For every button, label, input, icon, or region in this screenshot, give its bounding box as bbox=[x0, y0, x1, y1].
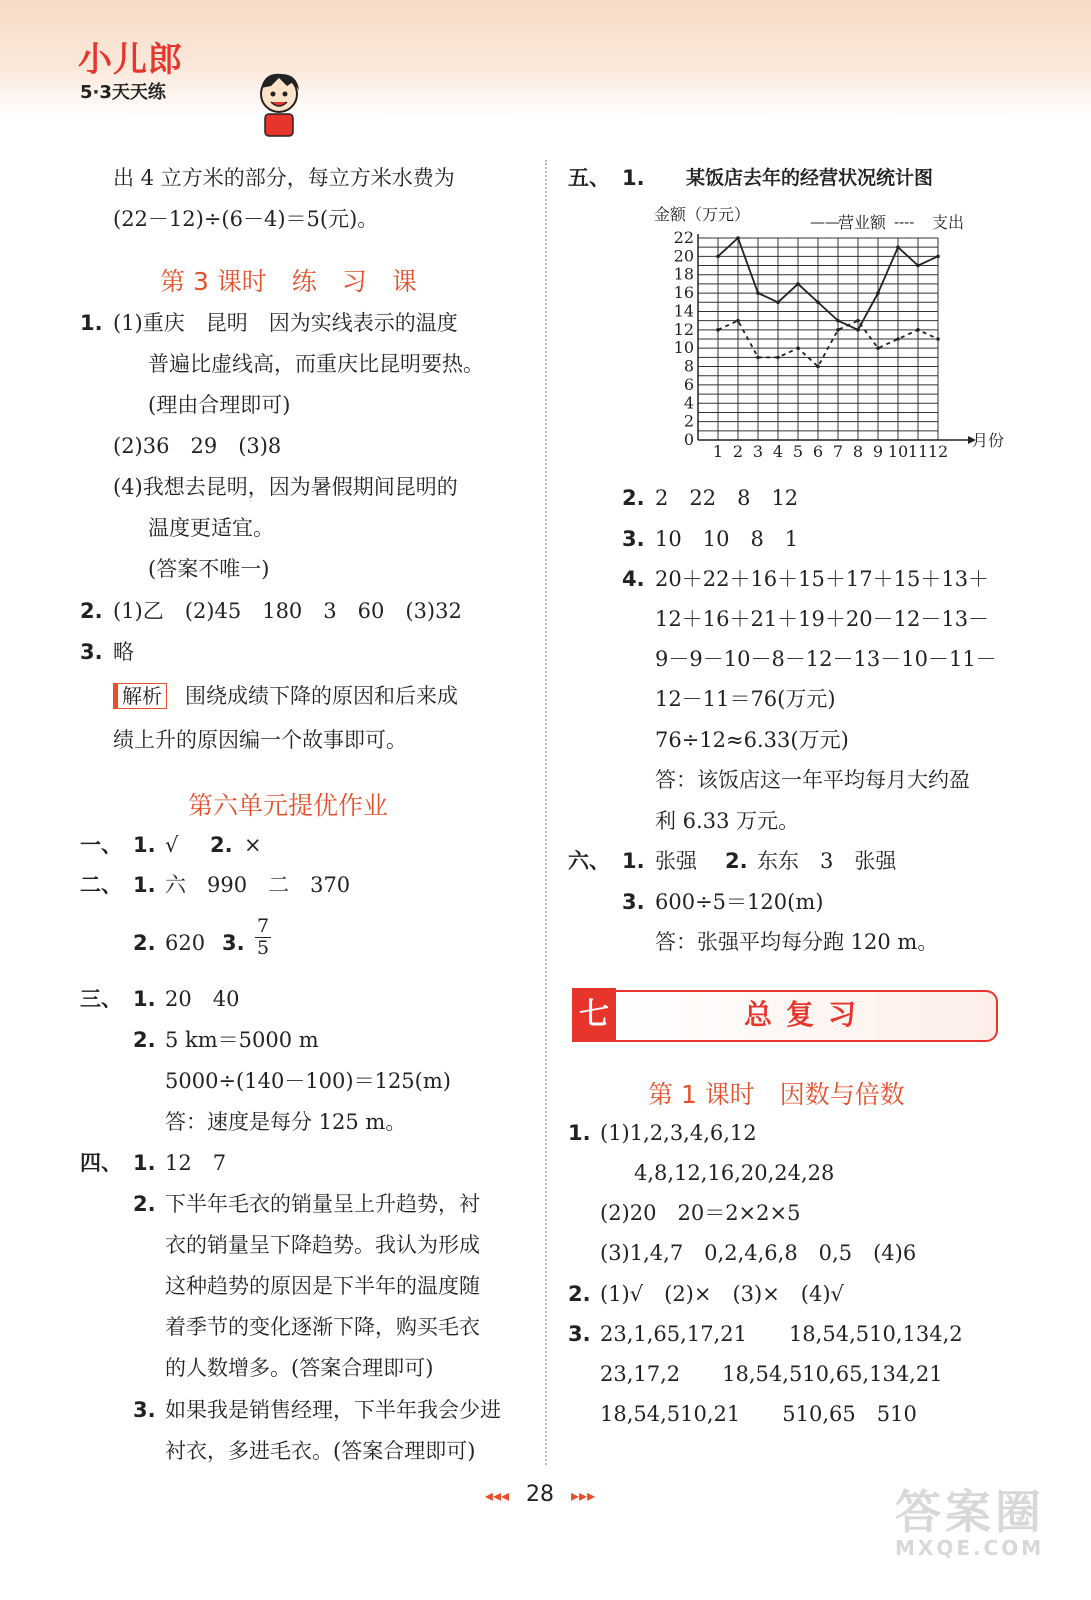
s2-q2-number: 2. bbox=[133, 931, 156, 955]
logo bbox=[70, 30, 270, 110]
chart-x-label: 月份 bbox=[972, 431, 1005, 450]
y-tick-label: 18 bbox=[673, 264, 694, 284]
s5-q4-line4: 12－11＝76(万元) bbox=[655, 687, 836, 711]
q1-part4-line2: 温度更适宜。 bbox=[148, 516, 274, 540]
s2-q2-answer: 620 bbox=[165, 931, 206, 955]
q3-number: 3. bbox=[80, 640, 103, 664]
y-tick-label: 8 bbox=[683, 356, 694, 376]
q1-number: 1. bbox=[80, 311, 103, 335]
s6-q3-line1: 600÷5＝120(m) bbox=[655, 890, 824, 914]
r3-line2: 23,17,2 18,54,510,65,134,21 bbox=[600, 1362, 943, 1386]
s6-q1-answer: 张强 bbox=[655, 849, 697, 873]
data-point bbox=[736, 319, 740, 323]
s5-q2-number: 2. bbox=[622, 486, 645, 510]
column-divider bbox=[545, 160, 547, 1465]
lesson3-title: 第 3 课时 练 习 课 bbox=[160, 267, 417, 296]
y-tick-label: 0 bbox=[683, 430, 694, 449]
y-tick-label: 12 bbox=[673, 319, 694, 339]
data-point bbox=[756, 291, 760, 295]
legend-solid-mark: —— bbox=[810, 213, 840, 231]
s3-label: 三、 bbox=[80, 987, 122, 1011]
s1-q1-number: 1. bbox=[133, 833, 156, 857]
x-tick-label: 12 bbox=[927, 442, 949, 461]
s6-q2-answer: 东东 3 张强 bbox=[757, 849, 897, 873]
s1-q1-answer: √ bbox=[165, 833, 179, 857]
s3-q2-line3: 答：速度是每分 125 m。 bbox=[165, 1110, 407, 1134]
chapter-title: 总复习 bbox=[743, 998, 870, 1031]
chapter-number: 七 bbox=[572, 988, 616, 1042]
r3-line3: 18,54,510,21 510,65 510 bbox=[600, 1402, 917, 1426]
s3-q2-number: 2. bbox=[133, 1028, 156, 1052]
chapter-banner bbox=[572, 988, 1000, 1042]
x-tick-label: 1 bbox=[712, 442, 724, 461]
s1-q2-number: 2. bbox=[210, 833, 233, 857]
x-tick-label: 3 bbox=[752, 442, 764, 461]
intro-line-2: (22－12)÷(6－4)＝5(元)。 bbox=[113, 207, 379, 231]
q1-part4-line3: (答案不唯一) bbox=[148, 557, 270, 581]
s2-q1-answer: 六 990 二 370 bbox=[165, 873, 351, 897]
q1-part1-line3: (理由合理即可) bbox=[148, 393, 291, 417]
s6-q2-number: 2. bbox=[725, 849, 748, 873]
s2-q3-fraction bbox=[255, 916, 271, 959]
r1-line2: 4,8,12,16,20,24,28 bbox=[634, 1161, 835, 1185]
s5-q2-answer: 2 22 8 12 bbox=[655, 486, 799, 510]
data-point bbox=[936, 337, 940, 341]
fraction-numerator: 7 bbox=[257, 915, 270, 937]
s2-q3-number: 3. bbox=[222, 931, 245, 955]
s2-q1-number: 1. bbox=[133, 873, 156, 897]
intro-line-1: 出 4 立方米的部分，每立方米水费为 bbox=[113, 166, 455, 190]
y-tick-label: 10 bbox=[673, 338, 694, 358]
data-point bbox=[936, 255, 940, 259]
mascot-icon bbox=[255, 70, 305, 140]
x-tick-label: 4 bbox=[772, 442, 784, 461]
chart-grid bbox=[698, 234, 976, 444]
s2-label: 二、 bbox=[80, 873, 122, 897]
data-point bbox=[856, 328, 860, 332]
lesson1-title: 第 1 课时 因数与倍数 bbox=[648, 1080, 905, 1109]
logo-sub: 5·3天天练 bbox=[80, 82, 166, 103]
chart-y-label: 金额（万元） bbox=[654, 205, 751, 224]
s6-q3-number: 3. bbox=[622, 890, 645, 914]
legend-dashed-mark: ---- bbox=[894, 213, 915, 231]
x-tick-label: 11 bbox=[907, 442, 929, 461]
data-point bbox=[836, 319, 840, 323]
s5-q4-line5: 76÷12≈6.33(万元) bbox=[655, 728, 849, 752]
x-tick-label: 10 bbox=[887, 442, 909, 461]
r1-line3: (2)20 20＝2×2×5 bbox=[600, 1201, 801, 1225]
data-point bbox=[796, 282, 800, 286]
s5-q3-answer: 10 10 8 1 bbox=[655, 527, 799, 551]
data-point bbox=[736, 236, 740, 240]
q1-part1-line2: 普遍比虚线高，而重庆比昆明要热。 bbox=[148, 352, 484, 376]
s5-q1-number: 1. bbox=[622, 166, 645, 190]
r2-answer: (1)√ (2)× (3)× (4)√ bbox=[600, 1282, 844, 1306]
line-chart bbox=[650, 198, 1010, 468]
data-point bbox=[876, 291, 880, 295]
s4-q3-line2: 衬衣，多进毛衣。(答案合理即可) bbox=[165, 1439, 476, 1463]
q3-answer: 略 bbox=[113, 640, 134, 664]
x-tick-label: 8 bbox=[852, 442, 864, 461]
data-point bbox=[896, 337, 900, 341]
s5-q4-line3: 9－9－10－8－12－13－10－11－ bbox=[655, 647, 997, 671]
y-tick-label: 2 bbox=[683, 411, 694, 431]
s4-q3-line1: 如果我是销售经理，下半年我会少进 bbox=[165, 1398, 501, 1422]
prev-arrows-icon: ◂◂◂ bbox=[484, 1486, 509, 1505]
s5-q4-number: 4. bbox=[622, 567, 645, 591]
x-tick-label: 5 bbox=[792, 442, 804, 461]
next-arrows-icon: ▸▸▸ bbox=[571, 1486, 596, 1505]
s4-q2-line3: 这种趋势的原因是下半年的温度随 bbox=[165, 1274, 480, 1298]
s4-q2-line2: 衣的销量呈下降趋势。我认为形成 bbox=[165, 1233, 480, 1257]
data-point bbox=[836, 328, 840, 332]
y-tick-label: 4 bbox=[683, 393, 694, 413]
s4-q2-line1: 下半年毛衣的销量呈上升趋势，衬 bbox=[165, 1192, 480, 1216]
x-tick-label: 6 bbox=[812, 442, 824, 461]
s6-label: 六、 bbox=[568, 849, 610, 873]
s4-q2-number: 2. bbox=[133, 1192, 156, 1216]
jiexi-line-1 bbox=[113, 683, 458, 709]
x-tick-label: 2 bbox=[732, 442, 744, 461]
s5-label: 五、 bbox=[568, 166, 610, 190]
logo-main: 小儿郎 bbox=[78, 40, 183, 80]
x-tick-label: 9 bbox=[872, 442, 884, 461]
data-point bbox=[856, 319, 860, 323]
legend-dashed-label: 支出 bbox=[932, 213, 965, 232]
s3-q1-answer: 20 40 bbox=[165, 987, 240, 1011]
s4-q2-line5: 的人数增多。(答案合理即可) bbox=[165, 1356, 434, 1380]
s5-q4-line2: 12＋16＋21＋19＋20－12－13－ bbox=[655, 607, 990, 631]
fraction-denominator: 5 bbox=[257, 937, 270, 959]
s3-q1-number: 1. bbox=[133, 987, 156, 1011]
q1-part4-line1: (4)我想去昆明，因为暑假期间昆明的 bbox=[113, 475, 458, 499]
r2-number: 2. bbox=[568, 1282, 591, 1306]
s4-q1-answer: 12 7 bbox=[165, 1151, 227, 1175]
y-tick-label: 20 bbox=[673, 246, 694, 266]
y-tick-label: 14 bbox=[673, 301, 694, 321]
data-point bbox=[796, 346, 800, 350]
s4-q3-number: 3. bbox=[133, 1398, 156, 1422]
data-point bbox=[716, 328, 720, 332]
legend-solid-label: 营业额 bbox=[838, 213, 887, 232]
data-point bbox=[756, 356, 760, 360]
jiexi-label: 解析 bbox=[113, 683, 167, 709]
y-tick-label: 22 bbox=[673, 228, 694, 247]
r3-number: 3. bbox=[568, 1322, 591, 1346]
y-tick-label: 6 bbox=[683, 374, 694, 394]
s6-q3-line2: 答：张强平均每分跑 120 m。 bbox=[655, 930, 939, 954]
data-point bbox=[776, 356, 780, 360]
jiexi-line-2: 绩上升的原因编一个故事即可。 bbox=[113, 728, 407, 752]
s4-q2-line4: 着季节的变化逐渐下降，购买毛衣 bbox=[165, 1315, 480, 1339]
s1-label: 一、 bbox=[80, 833, 122, 857]
chart-x-ticks bbox=[713, 442, 948, 461]
watermark-cn: 答案圈 bbox=[895, 1485, 1045, 1539]
data-point bbox=[876, 346, 880, 350]
data-point bbox=[916, 264, 920, 268]
s5-q4-line6: 答：该饭店这一年平均每月大约盈 bbox=[655, 768, 970, 792]
x-tick-label: 7 bbox=[832, 442, 844, 461]
r1-line1: (1)1,2,3,4,6,12 bbox=[600, 1121, 757, 1145]
page-number bbox=[455, 1482, 625, 1507]
watermark-en: MXQE.COM bbox=[895, 1536, 1045, 1560]
s4-label: 四、 bbox=[80, 1151, 122, 1175]
chart-y-ticks bbox=[674, 228, 694, 449]
r1-number: 1. bbox=[568, 1121, 591, 1145]
data-point bbox=[896, 245, 900, 249]
s4-q1-number: 1. bbox=[133, 1151, 156, 1175]
page-number-value: 28 bbox=[526, 1482, 554, 1507]
q2-answer: (1)乙 (2)45 180 3 60 (3)32 bbox=[113, 599, 462, 623]
chart-title: 某饭店去年的经营状况统计图 bbox=[686, 167, 934, 189]
s1-q2-answer: × bbox=[244, 833, 262, 857]
unit6-title: 第六单元提优作业 bbox=[188, 791, 389, 820]
q1-part1-line1: (1)重庆 昆明 因为实线表示的温度 bbox=[113, 311, 458, 335]
s3-q2-line2: 5000÷(140－100)＝125(m) bbox=[165, 1069, 451, 1093]
series-line-expense bbox=[718, 321, 938, 367]
data-point bbox=[816, 300, 820, 304]
jiexi-text-1: 围绕成绩下降的原因和后来成 bbox=[185, 684, 458, 708]
q1-part2: (2)36 29 (3)8 bbox=[113, 434, 282, 458]
r3-line1: 23,1,65,17,21 18,54,510,134,2 bbox=[600, 1322, 963, 1346]
data-point bbox=[776, 300, 780, 304]
y-tick-label: 16 bbox=[673, 283, 694, 303]
data-point bbox=[916, 328, 920, 332]
s3-q2-line1: 5 km＝5000 m bbox=[165, 1028, 319, 1052]
s5-q4-line1: 20＋22＋16＋15＋17＋15＋13＋ bbox=[655, 567, 990, 591]
data-point bbox=[716, 255, 720, 259]
s5-q3-number: 3. bbox=[622, 527, 645, 551]
s5-q4-line7: 利 6.33 万元。 bbox=[655, 809, 800, 833]
watermark bbox=[895, 1485, 1045, 1560]
s6-q1-number: 1. bbox=[622, 849, 645, 873]
q2-number: 2. bbox=[80, 599, 103, 623]
r1-line4: (3)1,4,7 0,2,4,6,8 0,5 (4)6 bbox=[600, 1241, 917, 1265]
data-point bbox=[816, 365, 820, 369]
